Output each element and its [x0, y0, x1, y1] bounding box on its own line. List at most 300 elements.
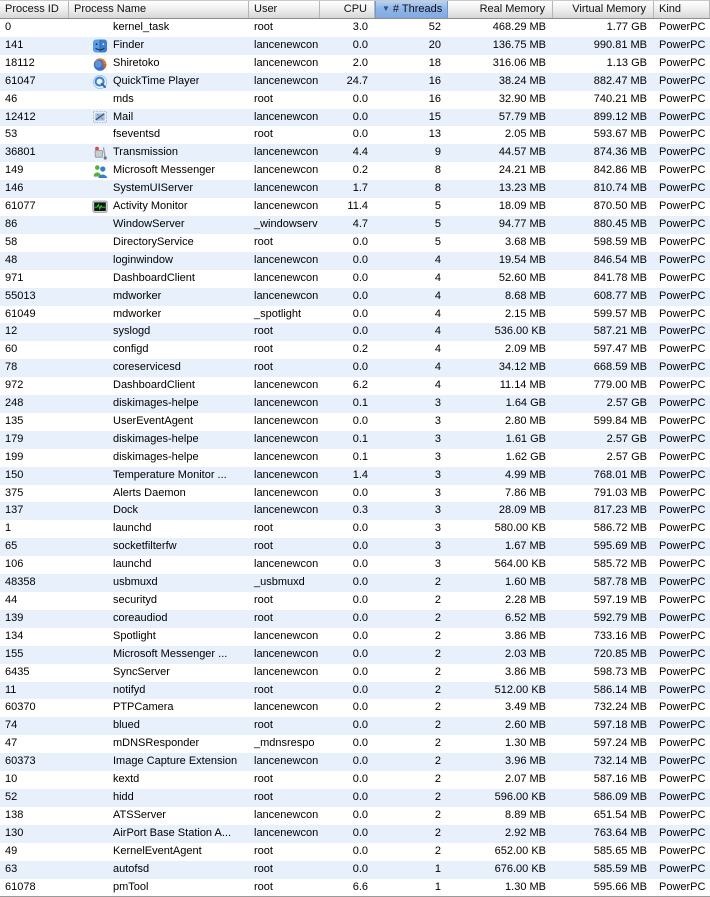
cell-virtual_memory: 791.03 MB — [593, 486, 647, 499]
cell-cpu: 0.0 — [352, 844, 368, 857]
process-name-label: pmTool — [113, 880, 149, 893]
process-name-label: blued — [113, 719, 140, 732]
table-row[interactable] — [0, 861, 710, 879]
cell-user: lancenewcon — [254, 665, 319, 678]
cell-user: root — [254, 594, 273, 606]
table-row[interactable] — [0, 502, 710, 520]
column-header-user[interactable] — [249, 1, 320, 18]
cell-process_name — [69, 431, 249, 449]
cell-process_id: 86 — [5, 217, 18, 230]
cell-process_id: 36801 — [5, 146, 36, 159]
cell-real_memory: 8.68 MB — [505, 289, 546, 302]
cell-virtual_memory: 597.19 MB — [593, 594, 647, 606]
table-row[interactable] — [0, 359, 710, 377]
cell-real_memory: 316.06 MB — [492, 56, 546, 69]
cell-process_id: 6435 — [5, 665, 30, 678]
cell-real_memory: 2.60 MB — [505, 719, 546, 732]
cell-threads: 4 — [434, 307, 441, 320]
cell-process_id: 60370 — [5, 701, 36, 714]
cell-kind: PowerPC — [659, 755, 706, 768]
no-icon — [92, 92, 108, 108]
table-row[interactable] — [0, 288, 710, 306]
column-header-label: # Threads — [392, 3, 443, 15]
table-row[interactable] — [0, 467, 710, 485]
cell-process_name — [69, 180, 249, 198]
cell-real_memory: 2.92 MB — [505, 826, 546, 839]
table-row[interactable] — [0, 879, 710, 897]
cell-threads: 2 — [434, 790, 441, 803]
no-icon — [92, 682, 108, 698]
cell-real_memory: 3.96 MB — [505, 755, 546, 768]
cell-threads: 3 — [434, 414, 441, 427]
column-header-label: Kind — [659, 3, 682, 15]
table-row[interactable] — [0, 771, 710, 789]
cell-process_id: 52 — [5, 790, 18, 803]
cell-threads: 1 — [434, 862, 441, 875]
cell-cpu: 0.1 — [352, 450, 368, 463]
cell-real_memory: 34.12 MB — [498, 361, 546, 374]
cell-process_id: 137 — [5, 504, 24, 517]
cell-kind: PowerPC — [659, 253, 706, 266]
cell-cpu: 0.0 — [352, 128, 368, 141]
process-name-label: Alerts Daemon — [113, 486, 186, 499]
cell-virtual_memory: 586.72 MB — [593, 522, 647, 535]
process-name-label: Temperature Monitor ... — [113, 468, 227, 481]
table-row[interactable] — [0, 843, 710, 861]
column-header-virtual_memory[interactable] — [553, 1, 654, 18]
no-icon — [92, 414, 108, 430]
cell-process_name — [69, 861, 249, 879]
no-icon — [92, 503, 108, 519]
cell-kind: PowerPC — [659, 522, 706, 535]
process-name-label: securityd — [113, 594, 158, 606]
table-row[interactable] — [0, 485, 710, 503]
table-row[interactable] — [0, 341, 710, 359]
cell-process_id: 199 — [5, 450, 24, 463]
table-row[interactable] — [0, 144, 710, 162]
cell-threads: 3 — [434, 486, 441, 499]
no-icon — [92, 271, 108, 287]
cell-real_memory: 136.75 MB — [492, 38, 546, 51]
process-name-label: autofsd — [113, 862, 150, 875]
table-row[interactable] — [0, 717, 710, 735]
column-header-label: Process Name — [74, 3, 147, 15]
cell-process_name — [69, 467, 249, 485]
cell-cpu: 0.0 — [352, 414, 368, 427]
cell-threads: 3 — [434, 558, 441, 571]
cell-kind: PowerPC — [659, 307, 706, 320]
cell-process_id: 10 — [5, 773, 18, 786]
process-name-label: Activity Monitor — [113, 200, 188, 213]
cell-virtual_memory: 586.14 MB — [593, 683, 647, 696]
cell-virtual_memory: 585.65 MB — [593, 844, 647, 857]
process-name-label: notifyd — [113, 683, 146, 696]
cell-process_name — [69, 395, 249, 413]
cell-process_id: 65 — [5, 540, 18, 553]
messenger-icon — [92, 163, 108, 179]
table-row[interactable] — [0, 19, 710, 37]
table-header-row — [0, 0, 710, 19]
cell-process_name — [69, 628, 249, 646]
cell-kind: PowerPC — [659, 862, 706, 875]
table-row[interactable] — [0, 198, 710, 216]
process-name-label: diskimages-helpe — [113, 397, 199, 410]
cell-process_id: 49 — [5, 844, 18, 857]
cell-kind: PowerPC — [659, 504, 706, 517]
cell-cpu: 6.6 — [352, 880, 368, 893]
process-name-label: UserEventAgent — [113, 414, 194, 427]
process-name-label: Dock — [113, 504, 139, 517]
cell-process_id: 61078 — [5, 880, 36, 893]
cell-virtual_memory: 598.59 MB — [593, 235, 647, 248]
cell-user: lancenewcon — [254, 414, 319, 427]
cell-virtual_memory: 585.59 MB — [593, 862, 647, 875]
table-row[interactable] — [0, 55, 710, 73]
table-row[interactable] — [0, 753, 710, 771]
cell-user: _spotlight — [254, 307, 302, 320]
column-header-label: Process ID — [5, 3, 59, 15]
process-name-label: Transmission — [113, 146, 178, 159]
cell-user: _mdnsrespo — [254, 737, 315, 750]
table-row[interactable] — [0, 413, 710, 431]
cell-process_name — [69, 807, 249, 825]
cell-process_name — [69, 449, 249, 467]
no-icon — [92, 342, 108, 358]
cell-threads: 2 — [434, 701, 441, 714]
cell-kind: PowerPC — [659, 92, 706, 105]
cell-real_memory: 52.60 MB — [498, 271, 546, 284]
table-row[interactable] — [0, 592, 710, 610]
process-name-label: hidd — [113, 790, 134, 803]
cell-cpu: 4.4 — [352, 146, 368, 159]
cell-process_name — [69, 198, 249, 216]
cell-cpu: 0.1 — [352, 397, 368, 410]
no-icon — [92, 611, 108, 627]
cell-threads: 3 — [434, 468, 441, 481]
cell-user: lancenewcon — [254, 253, 319, 266]
table-row[interactable] — [0, 699, 710, 717]
no-icon — [92, 181, 108, 197]
process-name-label: loginwindow — [113, 253, 173, 266]
cell-process_name — [69, 126, 249, 144]
table-row[interactable] — [0, 73, 710, 91]
cell-virtual_memory: 599.57 MB — [593, 307, 647, 320]
cell-user: lancenewcon — [254, 182, 319, 195]
cell-kind: PowerPC — [659, 683, 706, 696]
cell-threads: 15 — [428, 110, 441, 123]
cell-process_id: 0 — [5, 21, 12, 33]
cell-cpu: 0.0 — [352, 271, 368, 284]
cell-user: root — [254, 128, 273, 141]
process-name-label: diskimages-helpe — [113, 432, 199, 445]
cell-cpu: 0.0 — [352, 576, 368, 589]
shiretoko-icon — [92, 56, 108, 72]
cell-user: root — [254, 343, 273, 356]
table-row[interactable] — [0, 735, 710, 753]
cell-threads: 18 — [428, 56, 441, 69]
table-row[interactable] — [0, 807, 710, 825]
cell-process_name — [69, 91, 249, 109]
cell-kind: PowerPC — [659, 773, 706, 786]
cell-virtual_memory: 880.45 MB — [593, 217, 647, 230]
cell-cpu: 0.0 — [352, 826, 368, 839]
cell-real_memory: 1.60 MB — [505, 576, 546, 589]
cell-cpu: 0.0 — [352, 307, 368, 320]
cell-cpu: 4.7 — [352, 217, 368, 230]
column-header-threads[interactable] — [375, 1, 448, 18]
cell-threads: 16 — [428, 92, 441, 105]
cell-process_name — [69, 646, 249, 664]
process-name-label: mdworker — [113, 307, 162, 320]
cell-user: _usbmuxd — [254, 576, 305, 589]
cell-cpu: 0.0 — [352, 289, 368, 302]
cell-virtual_memory: 810.74 MB — [593, 182, 647, 195]
table-row[interactable] — [0, 37, 710, 55]
cell-kind: PowerPC — [659, 200, 706, 213]
table-row[interactable] — [0, 162, 710, 180]
cell-process_id: 135 — [5, 414, 24, 427]
cell-threads: 3 — [434, 522, 441, 535]
no-icon — [92, 844, 108, 860]
cell-user: lancenewcon — [254, 432, 319, 445]
table-row[interactable] — [0, 574, 710, 592]
cell-process_name — [69, 574, 249, 592]
cell-threads: 3 — [434, 397, 441, 410]
table-row[interactable] — [0, 520, 710, 538]
table-row[interactable] — [0, 252, 710, 270]
cell-cpu: 0.0 — [352, 540, 368, 553]
table-row[interactable] — [0, 556, 710, 574]
no-icon — [92, 772, 108, 788]
cell-real_memory: 468.29 MB — [492, 21, 546, 33]
cell-threads: 2 — [434, 576, 441, 589]
cell-threads: 5 — [434, 217, 441, 230]
cell-user: root — [254, 540, 273, 553]
process-name-label: ATSServer — [113, 808, 166, 821]
cell-real_memory: 11.14 MB — [499, 379, 546, 392]
cell-process_name — [69, 341, 249, 359]
cell-real_memory: 2.07 MB — [505, 773, 546, 786]
no-icon — [92, 790, 108, 806]
no-icon — [92, 521, 108, 537]
process-name-label: WindowServer — [113, 217, 185, 230]
cell-user: lancenewcon — [254, 56, 319, 69]
process-name-label: Microsoft Messenger — [113, 164, 216, 177]
cell-process_name — [69, 717, 249, 735]
cell-process_name — [69, 19, 249, 37]
cell-user: lancenewcon — [254, 450, 319, 463]
cell-user: lancenewcon — [254, 146, 319, 159]
cell-kind: PowerPC — [659, 558, 706, 571]
cell-threads: 2 — [434, 808, 441, 821]
no-icon — [92, 862, 108, 878]
table-row[interactable] — [0, 306, 710, 324]
table-row[interactable] — [0, 682, 710, 700]
no-icon — [92, 450, 108, 466]
cell-user: lancenewcon — [254, 74, 319, 87]
table-row[interactable] — [0, 270, 710, 288]
column-header-cpu[interactable] — [320, 1, 375, 18]
process-name-label: Mail — [113, 110, 134, 123]
cell-process_name — [69, 556, 249, 574]
cell-cpu: 0.0 — [352, 253, 368, 266]
cell-real_memory: 2.15 MB — [505, 307, 546, 320]
mail-icon — [92, 109, 108, 125]
cell-real_memory: 19.54 MB — [498, 253, 546, 266]
cell-process_name — [69, 753, 249, 771]
table-row[interactable] — [0, 180, 710, 198]
cell-real_memory: 1.30 MB — [505, 880, 546, 893]
cell-real_memory: 32.90 MB — [498, 92, 546, 105]
cell-cpu: 1.7 — [352, 182, 368, 195]
cell-user: lancenewcon — [254, 647, 319, 660]
cell-threads: 2 — [434, 737, 441, 750]
cell-cpu: 24.7 — [346, 74, 368, 87]
cell-process_id: 179 — [5, 432, 24, 445]
cell-user: lancenewcon — [254, 468, 319, 481]
cell-cpu: 0.0 — [352, 558, 368, 571]
cell-threads: 16 — [428, 74, 441, 87]
cell-real_memory: 8.89 MB — [505, 808, 546, 821]
cell-virtual_memory: 597.18 MB — [593, 719, 647, 732]
column-header-label: Real Memory — [479, 3, 545, 15]
cell-user: root — [254, 880, 273, 893]
table-row[interactable] — [0, 628, 710, 646]
process-name-label: configd — [113, 343, 149, 356]
cell-real_memory: 3.86 MB — [505, 665, 546, 678]
cell-threads: 4 — [434, 325, 441, 338]
no-icon — [92, 468, 108, 484]
table-row[interactable] — [0, 646, 710, 664]
cell-process_id: 53 — [5, 128, 18, 141]
cell-process_id: 61047 — [5, 74, 36, 87]
cell-virtual_memory: 608.77 MB — [593, 289, 647, 302]
cell-virtual_memory: 882.47 MB — [593, 74, 647, 87]
cell-real_memory: 13.23 MB — [498, 182, 546, 195]
cell-threads: 2 — [434, 629, 441, 642]
sort-descending-icon: ▼ — [382, 4, 390, 13]
cell-kind: PowerPC — [659, 414, 706, 427]
process-name-label: Image Capture Extension — [113, 755, 238, 768]
table-row[interactable] — [0, 216, 710, 234]
cell-cpu: 0.0 — [352, 110, 368, 123]
cell-threads: 2 — [434, 683, 441, 696]
process-name-label: coreaudiod — [113, 611, 168, 624]
table-row[interactable] — [0, 323, 710, 341]
process-name-label: diskimages-helpe — [113, 450, 199, 463]
cell-cpu: 1.4 — [352, 468, 368, 481]
column-header-process_name[interactable] — [69, 1, 249, 18]
column-header-label: Virtual Memory — [572, 3, 646, 15]
cell-real_memory: 24.21 MB — [498, 164, 546, 177]
cell-real_memory: 564.00 KB — [494, 558, 546, 571]
cell-process_id: 55013 — [5, 289, 36, 302]
cell-kind: PowerPC — [659, 235, 706, 248]
cell-virtual_memory: 740.21 MB — [593, 92, 647, 105]
no-icon — [92, 879, 108, 895]
table-row[interactable] — [0, 610, 710, 628]
cell-real_memory: 1.64 GB — [505, 397, 546, 410]
no-icon — [92, 253, 108, 269]
cell-real_memory: 536.00 KB — [494, 325, 546, 338]
cell-kind: PowerPC — [659, 146, 706, 159]
cell-process_name — [69, 359, 249, 377]
cell-process_name — [69, 610, 249, 628]
cell-virtual_memory: 733.16 MB — [593, 629, 647, 642]
table-row[interactable] — [0, 395, 710, 413]
cell-virtual_memory: 768.01 MB — [593, 468, 647, 481]
cell-real_memory: 2.05 MB — [505, 128, 546, 141]
cell-process_name — [69, 699, 249, 717]
cell-user: lancenewcon — [254, 397, 319, 410]
cell-threads: 2 — [434, 773, 441, 786]
table-row[interactable] — [0, 789, 710, 807]
table-row[interactable] — [0, 538, 710, 556]
cell-virtual_memory: 1.13 GB — [606, 56, 647, 69]
cell-virtual_memory: 651.54 MB — [593, 808, 647, 821]
finder-icon — [92, 38, 108, 54]
table-row[interactable] — [0, 91, 710, 109]
cell-process_name — [69, 288, 249, 306]
cell-real_memory: 2.28 MB — [505, 594, 546, 606]
cell-process_id: 141 — [5, 38, 24, 51]
column-header-real_memory[interactable] — [448, 1, 553, 18]
cell-threads: 4 — [434, 343, 441, 356]
cell-threads: 2 — [434, 755, 441, 768]
table-row[interactable] — [0, 109, 710, 127]
cell-cpu: 0.0 — [352, 361, 368, 374]
cell-user: lancenewcon — [254, 379, 319, 392]
table-row[interactable] — [0, 449, 710, 467]
column-header-process_id[interactable] — [0, 1, 69, 18]
cell-virtual_memory: 1.77 GB — [606, 21, 647, 33]
cell-cpu: 0.0 — [352, 325, 368, 338]
table-row[interactable] — [0, 126, 710, 144]
cell-virtual_memory: 2.57 GB — [606, 397, 647, 410]
cell-kind: PowerPC — [659, 826, 706, 839]
cell-process_id: 74 — [5, 719, 18, 732]
cell-kind: PowerPC — [659, 74, 706, 87]
cell-threads: 2 — [434, 844, 441, 857]
cell-process_name — [69, 789, 249, 807]
table-row[interactable] — [0, 431, 710, 449]
cell-real_memory: 1.30 MB — [505, 737, 546, 750]
cell-real_memory: 44.57 MB — [498, 146, 546, 159]
table-row[interactable] — [0, 664, 710, 682]
table-row[interactable] — [0, 825, 710, 843]
cell-virtual_memory: 599.84 MB — [593, 414, 647, 427]
no-icon — [92, 396, 108, 412]
cell-real_memory: 2.09 MB — [505, 343, 546, 356]
cell-real_memory: 676.00 KB — [494, 862, 546, 875]
cell-threads: 1 — [434, 880, 441, 893]
cell-process_id: 150 — [5, 468, 24, 481]
table-row[interactable] — [0, 234, 710, 252]
cell-virtual_memory: 593.67 MB — [593, 128, 647, 141]
cell-kind: PowerPC — [659, 665, 706, 678]
cell-virtual_memory: 990.81 MB — [593, 38, 647, 51]
cell-kind: PowerPC — [659, 629, 706, 642]
cell-kind: PowerPC — [659, 790, 706, 803]
table-row[interactable] — [0, 377, 710, 395]
cell-kind: PowerPC — [659, 486, 706, 499]
column-header-kind[interactable] — [654, 1, 710, 18]
cell-threads: 2 — [434, 665, 441, 678]
cell-cpu: 0.0 — [352, 38, 368, 51]
no-icon — [92, 20, 108, 36]
cell-user: lancenewcon — [254, 629, 319, 642]
no-icon — [92, 127, 108, 143]
